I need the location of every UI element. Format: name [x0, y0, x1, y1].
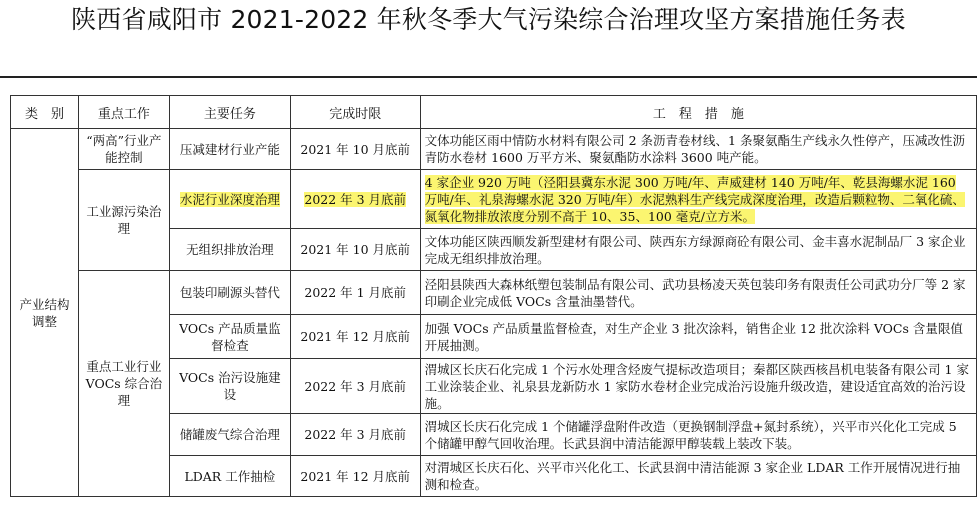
measure-cell: 文体功能区陕西顺发新型建材有限公司、陕西东方绿源商砼有限公司、金丰喜水泥制品厂 3 家企业完成无组织排放治理。 [420, 229, 976, 271]
measure-cell-highlighted: 4 家企业 920 万吨（泾阳县冀东水泥 300 万吨/年、声威建材 140 万吨/年、乾县海螺水泥 160 万吨/年、礼泉海螺水泥 320 万吨/年）水泥熟料生产线完成深度治理，改造后颗粒物、二氧化硫、氮氧化物排放浓度分别不高于 10、35、100 毫克/立方米。 [424, 174, 965, 224]
deadline-cell: 2021 年 12 月底前 [290, 456, 420, 497]
deadline-cell: 2022 年 1 月底前 [290, 271, 420, 315]
deadline-cell: 2022 年 3 月底前 [290, 359, 420, 414]
measure-cell: 加强 VOCs 产品质量监督检查，对生产企业 3 批次涂料，销售企业 12 批次涂料 VOCs 含量限值开展抽测。 [420, 315, 976, 359]
task-cell: 包装印刷源头替代 [169, 271, 290, 315]
focus-cell-capacity-control: “两高”行业产能控制 [78, 129, 169, 170]
header-category: 类 别 [11, 96, 79, 129]
deadline-cell: 2021 年 10 月底前 [290, 129, 420, 170]
header-measures: 工 程 措 施 [420, 96, 976, 129]
task-cell: 储罐废气综合治理 [169, 414, 290, 456]
deadline-cell-highlighted: 2022 年 3 月底前 [304, 191, 407, 207]
table-row [11, 271, 977, 315]
task-cell: VOCs 治污设施建设 [169, 359, 290, 414]
task-cell: LDAR 工作抽检 [169, 456, 290, 497]
focus-cell-industrial-pollution: 工业源污染治理 [78, 170, 169, 271]
table-row-highlighted [11, 170, 977, 229]
header-task: 主要任务 [169, 96, 290, 129]
task-table [10, 95, 977, 497]
header-deadline: 完成时限 [290, 96, 420, 129]
measure-cell: 对渭城区长庆石化、兴平市兴化化工、长武县润中清洁能源 3 家企业 LDAR 工作开展情况进行抽测和检查。 [420, 456, 976, 497]
deadline-cell: 2021 年 10 月底前 [290, 229, 420, 271]
header-focus: 重点工作 [78, 96, 169, 129]
title-divider [0, 76, 977, 78]
task-cell: 无组织排放治理 [169, 229, 290, 271]
deadline-cell: 2022 年 3 月底前 [290, 414, 420, 456]
task-cell: VOCs 产品质量监督检查 [169, 315, 290, 359]
task-cell-highlighted: 水泥行业深度治理 [179, 191, 280, 207]
category-cell: 产业结构调整 [11, 129, 79, 497]
measure-cell: 渭城区长庆石化完成 1 个污水处理含烃废气提标改造项目；秦都区陕西核昌机电装备有限公司 1 家工业涂装企业、礼泉县龙新防水 1 家防水卷材企业完成治污设施升级改造，建设适宜高效的治污设施。 [420, 359, 976, 414]
page-title: 陕西省咸阳市 2021-2022 年秋冬季大气污染综合治理攻坚方案措施任务表 [71, 5, 906, 34]
deadline-cell: 2021 年 12 月底前 [290, 315, 420, 359]
measure-cell: 文体功能区雨中情防水材料有限公司 2 条沥青卷材线、1 条聚氨酯生产线永久性停产，压减改性沥青防水卷材 1600 万平方米、聚氨酯防水涂料 3600 吨产能。 [420, 129, 976, 170]
measure-cell: 渭城区长庆石化完成 1 个储罐浮盘附件改造（更换钢制浮盘+氮封系统），兴平市兴化化工完成 5 个储罐甲醇气回收治理。长武县润中清洁能源甲醇装载上装改下装。 [420, 414, 976, 456]
focus-cell-vocs: 重点工业行业 VOCs 综合治理 [78, 271, 169, 497]
measure-cell: 泾阳县陕西大森林纸塑包装制品有限公司、武功县杨凌天英包装印务有限责任公司武功分厂等 2 家印刷企业完成低 VOCs 含量油墨替代。 [420, 271, 976, 315]
task-cell: 压减建材行业产能 [169, 129, 290, 170]
table-header-row [11, 96, 977, 129]
table-row [11, 129, 977, 170]
